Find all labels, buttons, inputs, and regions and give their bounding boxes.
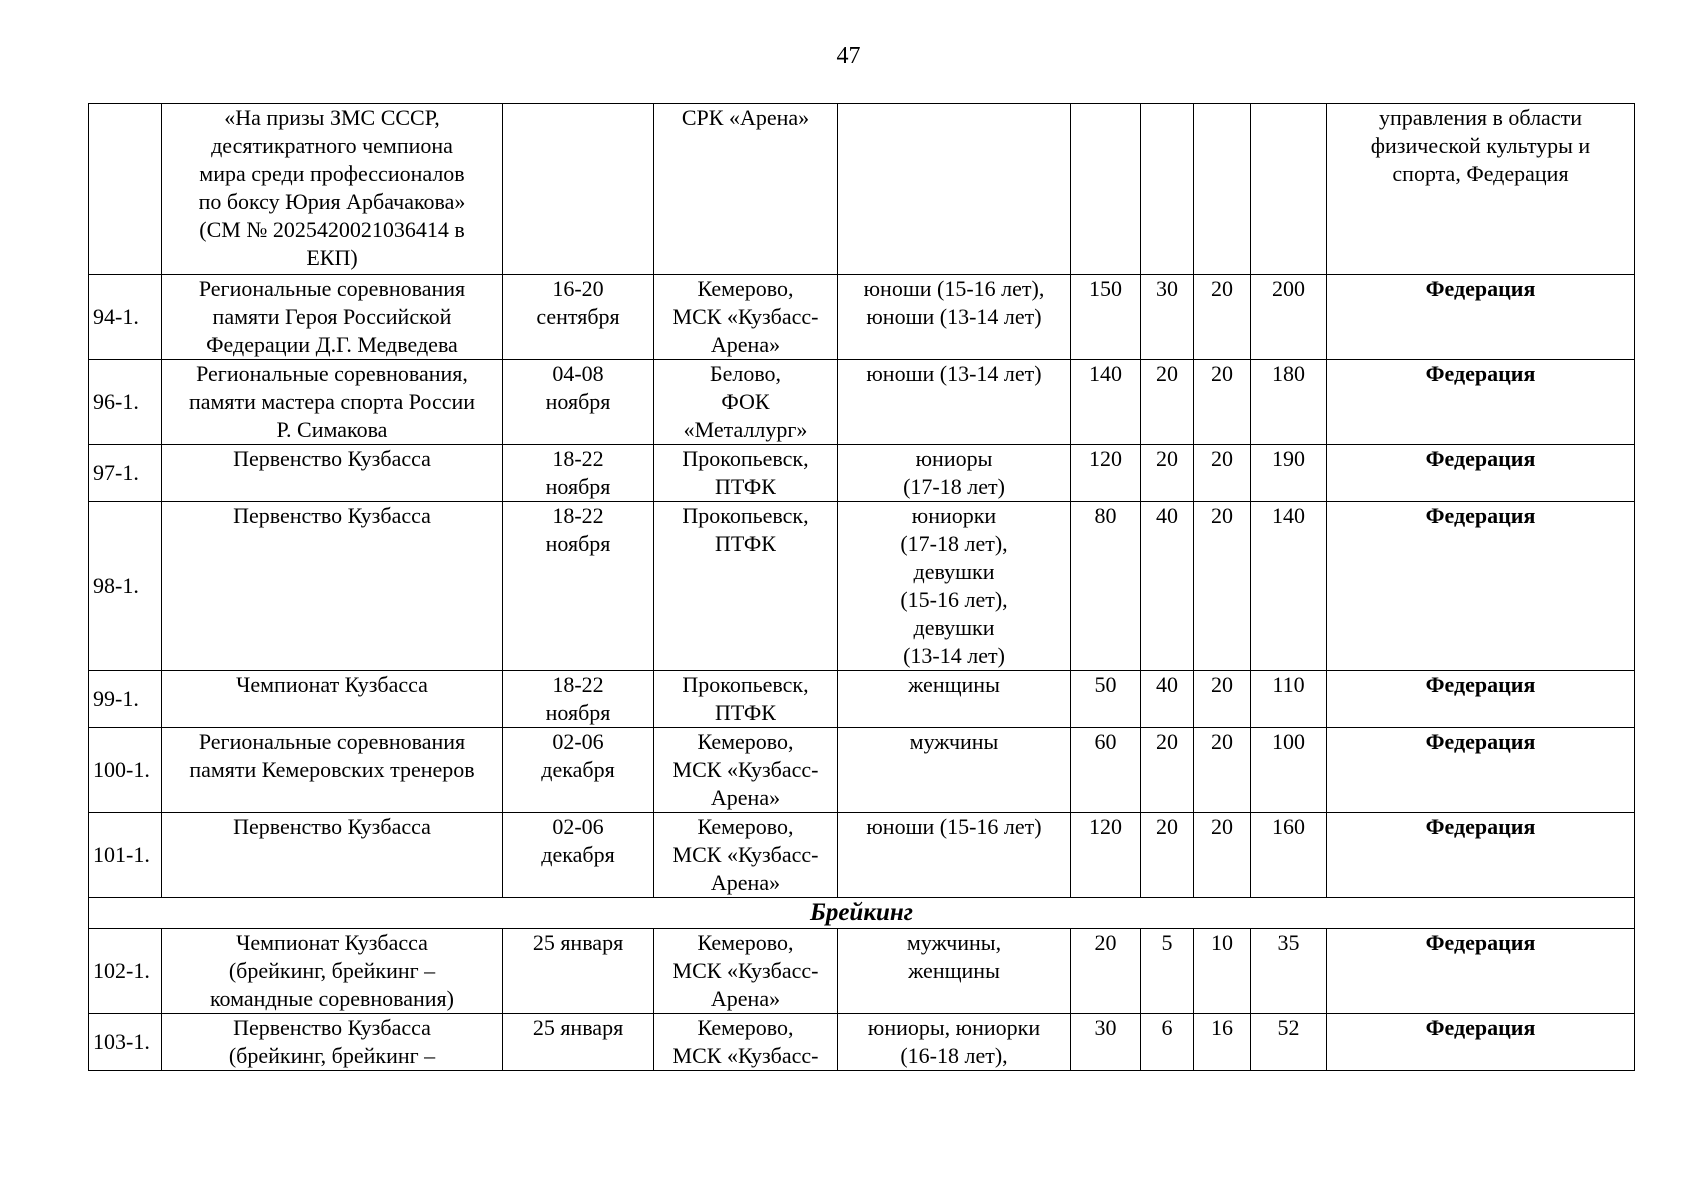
event-organizer: Федерация [1327, 445, 1635, 502]
count-judges: 20 [1194, 671, 1251, 728]
count-judges: 16 [1194, 1014, 1251, 1071]
count-participants [1071, 104, 1141, 275]
event-place: Кемерово, МСК «Кузбасс- Арена» [654, 929, 838, 1014]
event-participants: мужчины, женщины [838, 929, 1071, 1014]
table-row [89, 502, 1635, 671]
count-coaches: 20 [1141, 728, 1194, 813]
event-place: СРК «Арена» [654, 104, 838, 275]
row-number: 103-1. [89, 1014, 162, 1071]
count-coaches: 20 [1141, 445, 1194, 502]
count-judges: 20 [1194, 728, 1251, 813]
event-organizer: Федерация [1327, 671, 1635, 728]
event-organizer: Федерация [1327, 929, 1635, 1014]
event-participants: мужчины [838, 728, 1071, 813]
count-judges: 20 [1194, 813, 1251, 898]
count-coaches: 5 [1141, 929, 1194, 1014]
row-number: 101-1. [89, 813, 162, 898]
count-participants: 120 [1071, 445, 1141, 502]
event-name: Первенство Кузбасса [162, 445, 503, 502]
count-judges: 20 [1194, 275, 1251, 360]
event-name: Чемпионат Кузбасса (брейкинг, брейкинг – командные соревнования) [162, 929, 503, 1014]
row-number: 100-1. [89, 728, 162, 813]
row-number: 96-1. [89, 360, 162, 445]
event-organizer: Федерация [1327, 275, 1635, 360]
event-participants: женщины [838, 671, 1071, 728]
page-number: 47 [836, 43, 861, 69]
event-place: Белово, ФОК «Металлург» [654, 360, 838, 445]
event-place: Прокопьевск, ПТФК [654, 671, 838, 728]
event-place: Кемерово, МСК «Кузбасс- Арена» [654, 728, 838, 813]
event-dates: 02-06 декабря [503, 813, 654, 898]
count-participants: 120 [1071, 813, 1141, 898]
row-number: 102-1. [89, 929, 162, 1014]
event-dates: 18-22 ноября [503, 445, 654, 502]
count-coaches: 40 [1141, 502, 1194, 671]
count-coaches: 20 [1141, 813, 1194, 898]
count-participants: 20 [1071, 929, 1141, 1014]
count-coaches: 6 [1141, 1014, 1194, 1071]
count-participants: 60 [1071, 728, 1141, 813]
event-organizer: Федерация [1327, 728, 1635, 813]
count-participants: 140 [1071, 360, 1141, 445]
table-row [89, 813, 1635, 898]
event-dates: 02-06 декабря [503, 728, 654, 813]
event-organizer: Федерация [1327, 502, 1635, 671]
count-participants: 150 [1071, 275, 1141, 360]
event-name: Региональные соревнования памяти Героя Российской Федерации Д.Г. Медведева [162, 275, 503, 360]
count-coaches: 40 [1141, 671, 1194, 728]
event-place: Прокопьевск, ПТФК [654, 502, 838, 671]
event-organizer: Федерация [1327, 1014, 1635, 1071]
count-participants: 80 [1071, 502, 1141, 671]
event-name: Чемпионат Кузбасса [162, 671, 503, 728]
event-participants: юниоры (17-18 лет) [838, 445, 1071, 502]
row-number: 99-1. [89, 671, 162, 728]
count-total: 110 [1251, 671, 1327, 728]
table-row [89, 445, 1635, 502]
event-organizer: Федерация [1327, 813, 1635, 898]
table-row [89, 360, 1635, 445]
event-dates [503, 104, 654, 275]
events-table [88, 103, 1635, 1071]
event-organizer: управления в области физической культуры и спорта, Федерация [1327, 104, 1635, 275]
event-participants: юноши (13-14 лет) [838, 360, 1071, 445]
event-name: Первенство Кузбасса (брейкинг, брейкинг – [162, 1014, 503, 1071]
table-row [89, 671, 1635, 728]
event-place: Кемерово, МСК «Кузбасс- Арена» [654, 813, 838, 898]
event-dates: 16-20 сентября [503, 275, 654, 360]
count-total [1251, 104, 1327, 275]
row-number: 94-1. [89, 275, 162, 360]
event-name: «На призы ЗМС СССР, десятикратного чемпиона мира среди профессионалов по боксу Юрия Арбачакова» (СМ № 2025420021036414 в ЕКП) [162, 104, 503, 275]
count-coaches: 30 [1141, 275, 1194, 360]
count-coaches [1141, 104, 1194, 275]
count-participants: 30 [1071, 1014, 1141, 1071]
count-total: 180 [1251, 360, 1327, 445]
row-number [89, 104, 162, 275]
count-coaches: 20 [1141, 360, 1194, 445]
event-organizer: Федерация [1327, 360, 1635, 445]
event-place: Прокопьевск, ПТФК [654, 445, 838, 502]
count-judges: 10 [1194, 929, 1251, 1014]
table-row [89, 728, 1635, 813]
event-name: Региональные соревнования памяти Кемеровских тренеров [162, 728, 503, 813]
section-row [89, 898, 1635, 929]
event-dates: 04-08 ноября [503, 360, 654, 445]
count-participants: 50 [1071, 671, 1141, 728]
event-participants: юниоры, юниорки (16-18 лет), [838, 1014, 1071, 1071]
event-dates: 18-22 ноября [503, 671, 654, 728]
row-number: 98-1. [89, 502, 162, 671]
event-dates: 25 января [503, 1014, 654, 1071]
section-title: Брейкинг [89, 898, 1635, 929]
table-row [89, 1014, 1635, 1071]
table-row [89, 104, 1635, 275]
count-total: 52 [1251, 1014, 1327, 1071]
event-name: Первенство Кузбасса [162, 502, 503, 671]
event-participants: юноши (15-16 лет) [838, 813, 1071, 898]
count-total: 35 [1251, 929, 1327, 1014]
count-total: 140 [1251, 502, 1327, 671]
event-dates: 18-22 ноября [503, 502, 654, 671]
count-judges [1194, 104, 1251, 275]
count-judges: 20 [1194, 445, 1251, 502]
event-name: Региональные соревнования, памяти мастера спорта России Р. Симакова [162, 360, 503, 445]
event-dates: 25 января [503, 929, 654, 1014]
count-judges: 20 [1194, 360, 1251, 445]
table-row [89, 275, 1635, 360]
event-participants: юниорки (17-18 лет), девушки (15-16 лет), девушки (13-14 лет) [838, 502, 1071, 671]
event-place: Кемерово, МСК «Кузбасс- Арена» [654, 275, 838, 360]
event-name: Первенство Кузбасса [162, 813, 503, 898]
count-total: 160 [1251, 813, 1327, 898]
count-total: 190 [1251, 445, 1327, 502]
count-judges: 20 [1194, 502, 1251, 671]
row-number: 97-1. [89, 445, 162, 502]
event-participants: юноши (15-16 лет), юноши (13-14 лет) [838, 275, 1071, 360]
count-total: 100 [1251, 728, 1327, 813]
table-row [89, 929, 1635, 1014]
count-total: 200 [1251, 275, 1327, 360]
event-participants [838, 104, 1071, 275]
event-place: Кемерово, МСК «Кузбасс- [654, 1014, 838, 1071]
